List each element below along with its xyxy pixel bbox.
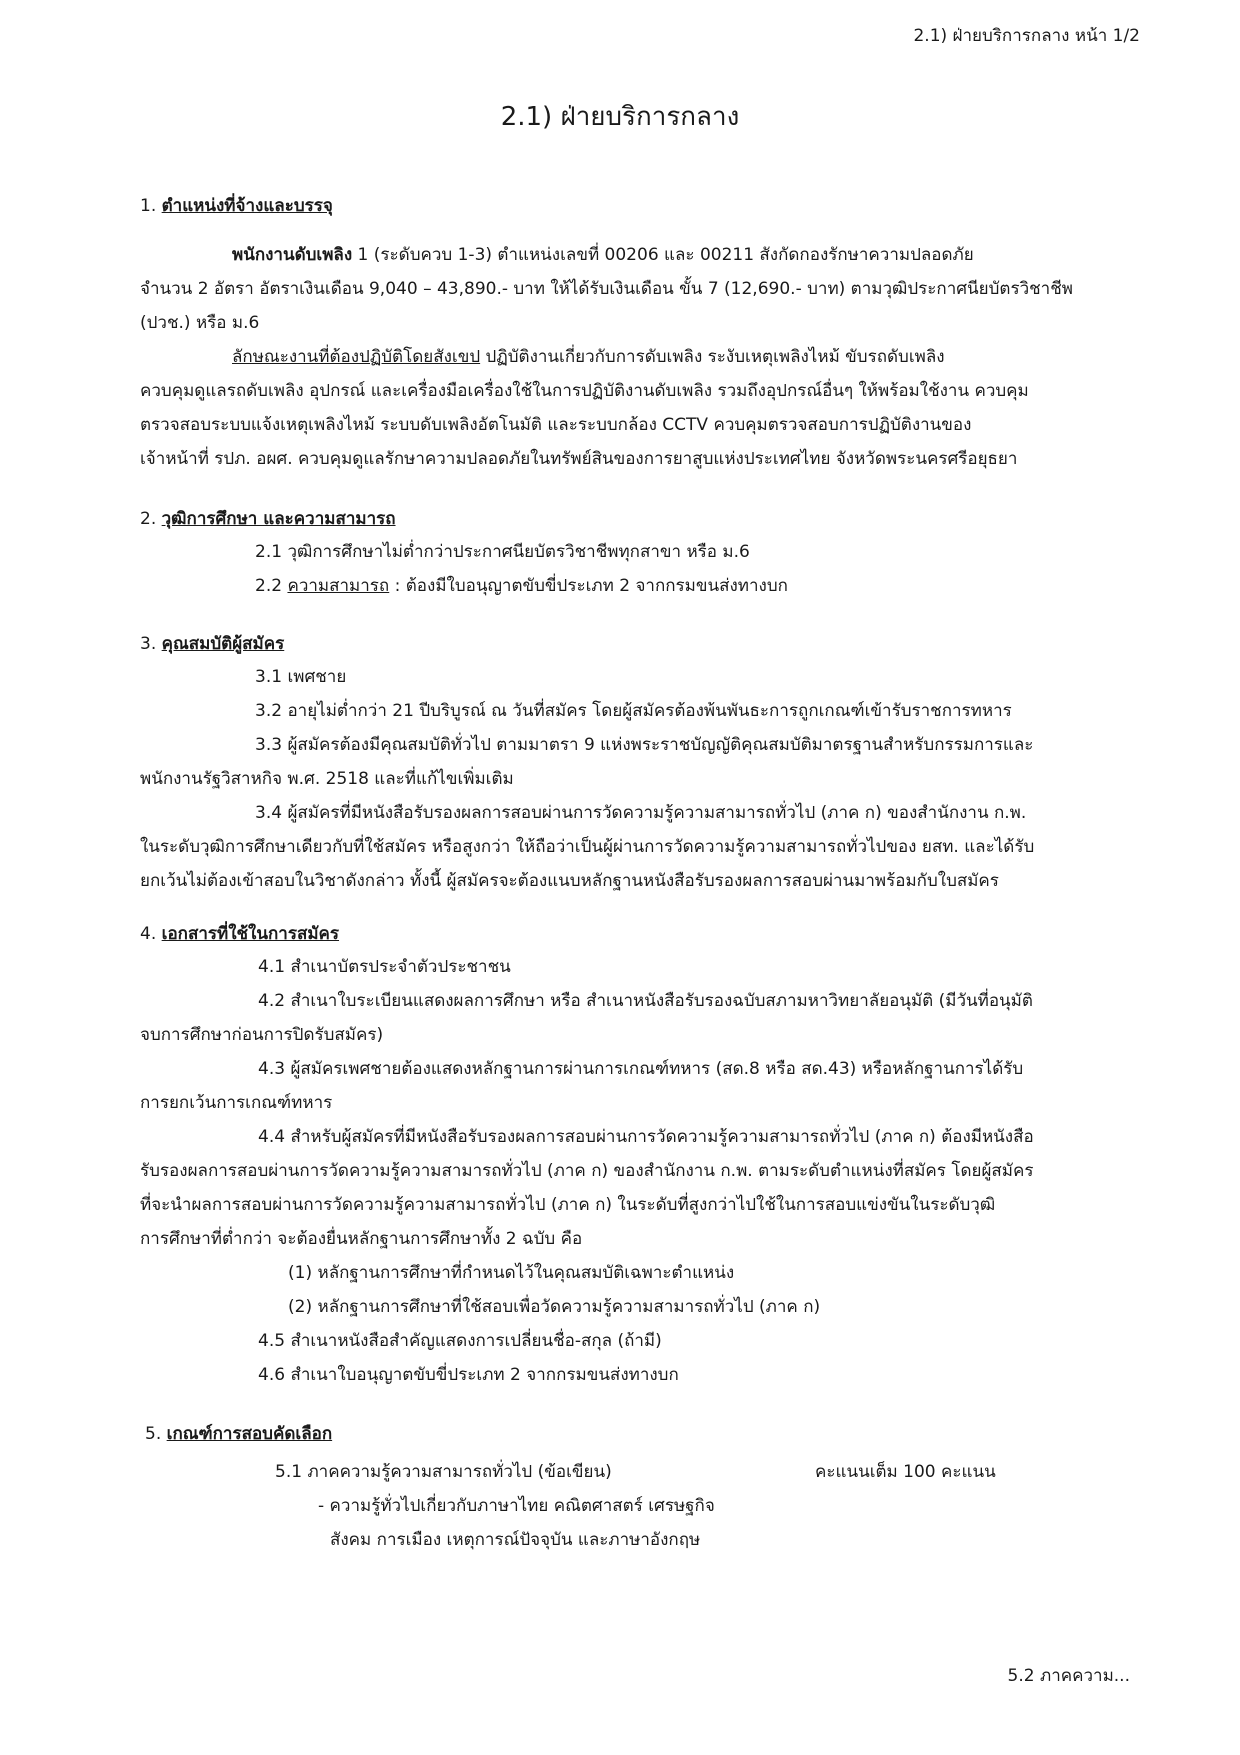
section-5-item-1-detail-1: - ความรู้ทั่วไปเกี่ยวกับภาษาไทย คณิตศาสตร์ เศรษฐกิจ: [318, 1496, 715, 1516]
position-detail: 1 (ระดับควบ 1-3) ตำแหน่งเลขที่ 00206 และ 00211 สังกัดกองรักษาความปลอดภัย: [352, 245, 974, 265]
section-2-heading: [140, 505, 396, 532]
section-4-item-4-sub-1: (1) หลักฐานการศึกษาที่กำหนดไว้ในคุณสมบัติเฉพาะตำแหน่ง: [288, 1263, 735, 1283]
section-title: วุฒิการศึกษา และความสามารถ: [161, 509, 396, 529]
duty-text: ปฏิบัติงานเกี่ยวกับการดับเพลิง ระงับเหตุเพลิงไหม้ ขับรถดับเพลิง: [480, 347, 945, 367]
section-number: 2.: [140, 509, 157, 529]
section-3-item-4-cont-1: ในระดับวุฒิการศึกษาเดียวกับที่ใช้สมัคร หรือสูงกว่า ให้ถือว่าเป็นผู้ผ่านการวัดความรู้ความสามารถทั่วไปของ ยสท. และได้รับ: [140, 837, 1035, 857]
section-4-item-5: 4.5 สำเนาหนังสือสำคัญแสดงการเปลี่ยนชื่อ-สกุล (ถ้ามี): [258, 1331, 662, 1351]
section-4-item-3: 4.3 ผู้สมัครเพศชายต้องแสดงหลักฐานการผ่านการเกณฑ์ทหาร (สด.8 หรือ สด.43) หรือหลักฐานการได้รับ: [258, 1059, 1024, 1079]
section-3-item-2: 3.2 อายุไม่ต่ำกว่า 21 ปีบริบูรณ์ ณ วันที่สมัคร โดยผู้สมัครต้องพ้นพันธะการถูกเกณฑ์เข้ารับราชการทหาร: [255, 701, 1012, 721]
section-2-item-2: [255, 569, 788, 603]
section-4-item-4-cont-1: รับรองผลการสอบผ่านการวัดความรู้ความสามารถทั่วไป (ภาค ก) ของสำนักงาน ก.พ. ตามระดับตำแหน่งที่สมัคร โดยผู้สมัคร: [140, 1161, 1034, 1181]
item-number: 2.2: [255, 576, 288, 596]
section-4-item-1: 4.1 สำเนาบัตรประจำตัวประชาชน: [258, 957, 511, 977]
section-5-item-1-score: คะแนนเต็ม 100 คะแนน: [815, 1462, 996, 1482]
section-title: เอกสารที่ใช้ในการสมัคร: [161, 924, 340, 944]
page-continuation: 5.2 ภาคความ...: [1007, 1666, 1130, 1686]
section-title: เกณฑ์การสอบคัดเลือก: [166, 1424, 333, 1444]
section-1-heading: [140, 192, 333, 219]
item-label: ความสามารถ: [287, 576, 390, 596]
position-line-2: จำนวน 2 อัตรา อัตราเงินเดือน 9,040 – 43,890.- บาท ให้ได้รับเงินเดือน ขั้น 7 (12,690.- บาท) ตามวุฒิประกาศนียบัตรวิชาชีพ: [140, 279, 1073, 299]
section-4-item-2-cont: จบการศึกษาก่อนการปิดรับสมัคร): [140, 1025, 384, 1045]
section-3-heading: [140, 630, 284, 657]
section-5-item-1: 5.1 ภาคความรู้ความสามารถทั่วไป (ข้อเขียน): [275, 1462, 612, 1482]
section-3-item-1: 3.1 เพศชาย: [255, 667, 347, 687]
duty-line-3: ตรวจสอบระบบแจ้งเหตุเพลิงไหม้ ระบบดับเพลิงอัตโนมัติ และระบบกล้อง CCTV ควบคุมตรวจสอบการปฏิบัติงานของ: [140, 415, 972, 435]
page-title: 2.1) ฝ่ายบริการกลาง: [500, 102, 740, 132]
section-4-item-4-cont-2: ที่จะนำผลการสอบผ่านการวัดความรู้ความสามารถทั่วไป (ภาค ก) ในระดับที่สูงกว่าไปใช้ในการสอบแข่งขันในระดับวุฒิ: [140, 1195, 996, 1215]
section-3-item-3-cont: พนักงานรัฐวิสาหกิจ พ.ศ. 2518 และที่แก้ไขเพิ่มเติม: [140, 769, 514, 789]
section-4-item-4: 4.4 สำหรับผู้สมัครที่มีหนังสือรับรองผลการสอบผ่านการวัดความรู้ความสามารถทั่วไป (ภาค ก) ต้องมีหนังสือ: [258, 1127, 1034, 1147]
section-number: 3.: [140, 634, 157, 654]
section-2-item-1: 2.1 วุฒิการศึกษาไม่ต่ำกว่าประกาศนียบัตรวิชาชีพทุกสาขา หรือ ม.6: [255, 542, 750, 562]
position-line-3: (ปวช.) หรือ ม.6: [140, 313, 260, 333]
section-4-item-4-sub-2: (2) หลักฐานการศึกษาที่ใช้สอบเพื่อวัดความรู้ความสามารถทั่วไป (ภาค ก): [288, 1297, 821, 1317]
section-4-item-4-cont-3: การศึกษาที่ต่ำกว่า จะต้องยื่นหลักฐานการศึกษาทั้ง 2 ฉบับ คือ: [140, 1229, 583, 1249]
section-5-heading: [145, 1420, 332, 1447]
section-4-item-2: 4.2 สำเนาใบระเบียนแสดงผลการศึกษา หรือ สำเนาหนังสือรับรองฉบับสภามหาวิทยาลัยอนุมัติ (มีวันที่อนุมัติ: [258, 991, 1033, 1011]
section-3-item-4-cont-2: ยกเว้นไม่ต้องเข้าสอบในวิชาดังกล่าว ทั้งนี้ ผู้สมัครจะต้องแนบหลักฐานหนังสือรับรองผลการสอบผ่านมาพร้อมกับใบสมัคร: [140, 871, 999, 891]
section-title: ตำแหน่งที่จ้างและบรรจุ: [161, 196, 333, 216]
position-line-1: [140, 238, 974, 272]
section-3-item-4: 3.4 ผู้สมัครที่มีหนังสือรับรองผลการสอบผ่านการวัดความรู้ความสามารถทั่วไป (ภาค ก) ของสำนักงาน ก.พ.: [255, 803, 1027, 823]
section-4-item-6: 4.6 สำเนาใบอนุญาตขับขี่ประเภท 2 จากกรมขนส่งทางบก: [258, 1365, 679, 1385]
section-number: 5.: [145, 1424, 162, 1444]
item-text: : ต้องมีใบอนุญาตขับขี่ประเภท 2 จากกรมขนส่งทางบก: [389, 576, 788, 596]
section-number: 4.: [140, 924, 157, 944]
running-header: 2.1) ฝ่ายบริการกลาง หน้า 1/2: [913, 26, 1140, 46]
section-title: คุณสมบัติผู้สมัคร: [161, 634, 285, 654]
section-5-item-1-detail-2: สังคม การเมือง เหตุการณ์ปัจจุบัน และภาษาอังกฤษ: [330, 1530, 701, 1550]
section-4-item-3-cont: การยกเว้นการเกณฑ์ทหาร: [140, 1093, 333, 1113]
section-4-heading: [140, 920, 339, 947]
position-name: พนักงานดับเพลิง: [232, 245, 353, 265]
duty-line-2: ควบคุมดูแลรถดับเพลิง อุปกรณ์ และเครื่องมือเครื่องใช้ในการปฏิบัติงานดับเพลิง รวมถึงอุปกรณ์อื่นๆ ให้พร้อมใช้งาน ควบคุม: [140, 381, 1029, 401]
duty-line-1: [140, 340, 945, 374]
duty-line-4: เจ้าหน้าที่ รปภ. อผศ. ควบคุมดูแลรักษาความปลอดภัยในทรัพย์สินของการยาสูบแห่งประเทศไทย จังหวัดพระนครศรีอยุธยา: [140, 449, 1018, 469]
section-3-item-3: 3.3 ผู้สมัครต้องมีคุณสมบัติทั่วไป ตามมาตรา 9 แห่งพระราชบัญญัติคุณสมบัติมาตรฐานสำหรับกรรมการและ: [255, 735, 1034, 755]
duty-label: ลักษณะงานที่ต้องปฏิบัติโดยสังเขป: [232, 347, 481, 367]
section-number: 1.: [140, 196, 157, 216]
